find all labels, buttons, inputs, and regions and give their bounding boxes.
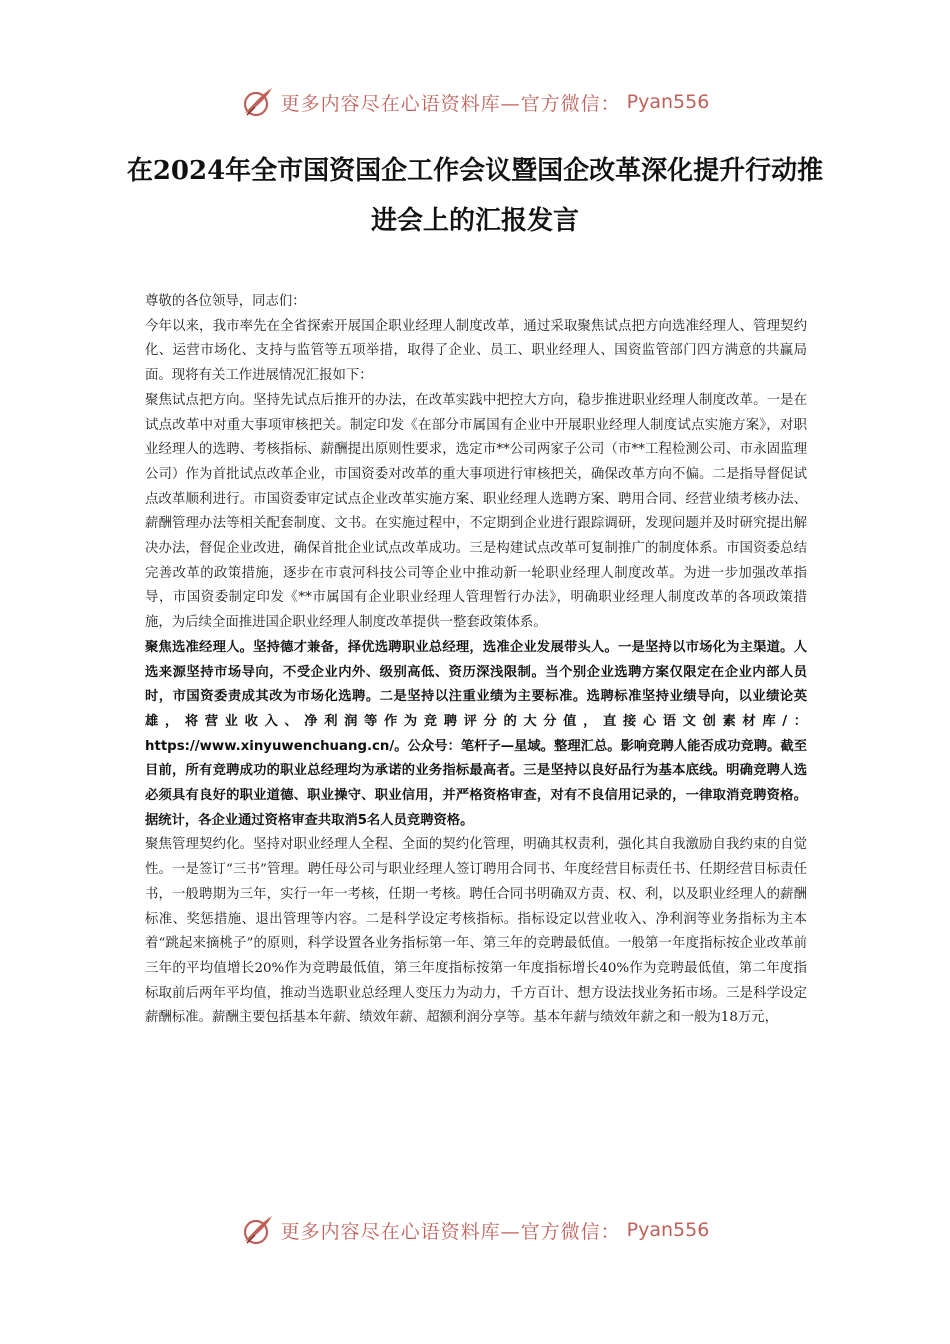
salutation: 尊敬的各位领导，同志们： [145,294,306,309]
section-manager-selection-paragraph: 聚焦选准经理人。坚持德才兼备，择优选聘职业总经理，选准企业发展带头人。一是坚持以市场化为主渠道。人选来源坚持市场导向，不受企业内外、级别高低、资历深浅限制。当个别企业选聘方案仅限定在企业内部人员时，市国资委责成其改为市场化选聘。二是坚持以注重业绩为主要标准。选聘标准坚持业绩导向，以业绩论英雄，将营业收入、净利润等作为竞聘评分的大分值，直接心语文创素材库/：https://www.xinyuwenchuang.cn/。公众号：笔杆子—星域。整理汇总。影响竞聘人能否成功竞聘。截至目前，所有竞聘成功的职业总经理均为承诺的业务指标最高者。三是坚持以良好品行为基本底线。明确竞聘人选必须具有良好的职业道德、职业操守、职业信用，并严格资格审查，对有不良信用记录的，一律取消竞聘资格。据统计，各企业通过资格审查共取消5名人员竞聘资格。 [145,639,807,828]
banner-text: 更多内容尽在心语资料库—官方微信： [280,92,621,115]
banner-wechat-id: Pyan556 [626,1219,710,1241]
header-watermark-banner [0,82,950,122]
footer-watermark-banner [0,1210,950,1250]
document-title: 在2024年全市国资国企工作会议暨国企改革深化提升行动推进会上的汇报发言 [126,156,824,236]
intro-paragraph: 今年以来，我市率先在全省探索开展国企职业经理人制度改革，通过采取聚焦试点把方向选准经理人、管理契约化、运营市场化、支持与监管等五项举措，取得了企业、员工、职业经理人、国资监管部门四方满意的共赢局面。现将有关工作进展情况汇报如下： [145,318,807,384]
banner-wechat-id: Pyan556 [626,91,710,113]
quill-logo-icon [241,1213,275,1247]
document-body [145,290,807,1031]
quill-logo-icon [241,85,275,119]
banner-text: 更多内容尽在心语资料库—官方微信： [280,1220,621,1243]
section-pilot-paragraph: 聚焦试点把方向。坚持先试点后推开的办法，在改革实践中把控大方向，稳步推进职业经理人制度改革。一是在试点改革中对重大事项审核把关。制定印发《在部分市属国有企业中开展职业经理人制度试点实施方案》，对职业经理人的选聘、考核指标、薪酬提出原则性要求，选定市**公司两家子公司（市**工程检测公司、市永固监理公司）作为首批试点改革企业，市国资委对改革的重大事项进行审核把关，确保改革方向不偏。二是指导督促试点改革顺利进行。市国资委审定试点企业改革实施方案、职业经理人选聘方案、聘用合同、经营业绩考核办法、薪酬管理办法等相关配套制度、文书。在实施过程中，不定期到企业进行跟踪调研，发现问题并及时研究提出解决办法，督促企业改进，确保首批企业试点改革成功。三是构建试点改革可复制推广的制度体系。市国资委总结完善改革的政策措施，逐步在市袁河科技公司等企业中推动新一轮职业经理人制度改革。为进一步加强改革指导，市国资委制定印发《**市属国有企业职业经理人管理暂行办法》，明确职业经理人制度改革的各项政策措施，为后续全面推进国企职业经理人制度改革提供一整套政策体系。 [145,392,807,631]
section-contract-management-paragraph: 聚焦管理契约化。坚持对职业经理人全程、全面的契约化管理，明确其权责利，强化其自我激励自我约束的自觉性。一是签订“三书”管理。聘任母公司与职业经理人签订聘用合同书、年度经营目标责任书、任期经营目标责任书，一般聘期为三年，实行一年一考核，任期一考核。聘任合同书明确双方责、权、利，以及职业经理人的薪酬标准、奖惩措施、退出管理等内容。二是科学设定考核指标。指标设定以营业收入、净利润等业务指标为主本着“跳起来摘桃子”的原则，科学设置各业务指标第一年、第三年的竞聘最低值。一般第一年度指标按企业改革前三年的平均值增长20%作为竞聘最低值，第三年度指标按第一年度指标增长40%作为竞聘最低值，第二年度指标取前后两年平均值，推动当选职业总经理人变压力为动力，千方百计、想方设法找业务拓市场。三是科学设定薪酬标准。薪酬主要包括基本年薪、绩效年薪、超额利润分享等。基本年薪与绩效年薪之和一般为18万元， [145,837,807,1026]
